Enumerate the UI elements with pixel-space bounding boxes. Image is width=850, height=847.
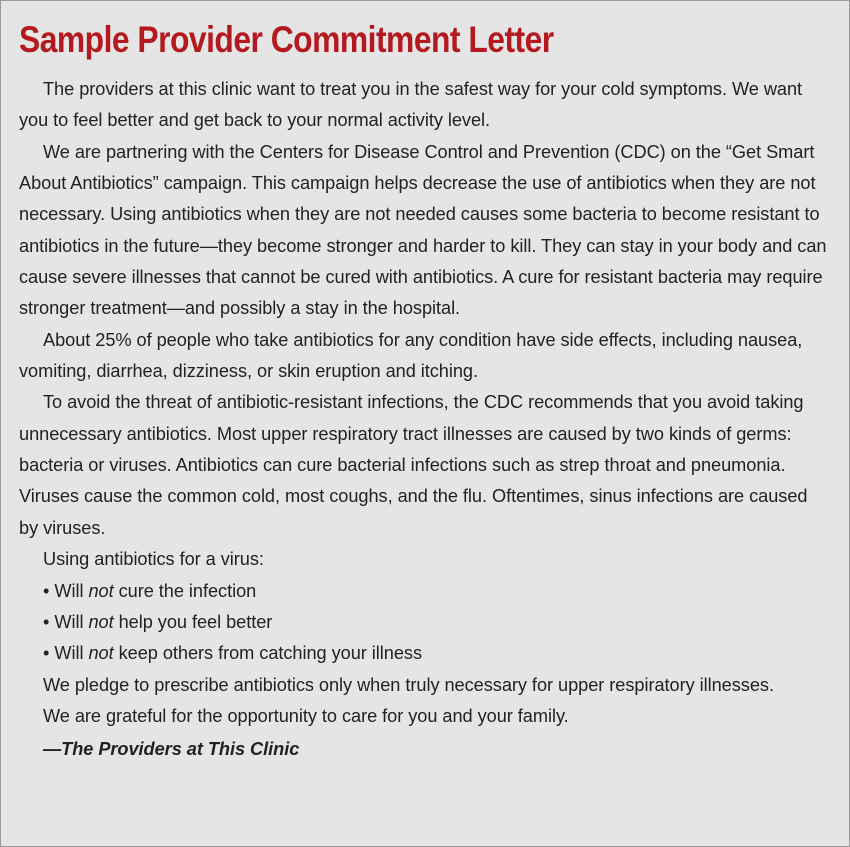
bullet-prefix: Will xyxy=(54,580,84,601)
list-item xyxy=(19,638,831,669)
list-item xyxy=(19,576,831,607)
bullet-emphasis: not xyxy=(88,580,114,601)
bullet-icon: • xyxy=(43,643,50,664)
list-item xyxy=(19,607,831,638)
paragraph-intro: The providers at this clinic want to treat you in the safest way for your cold symptoms. We want you to feel better and get back to your normal activity level. xyxy=(19,79,803,131)
bullet-text: keep others from catching your illness xyxy=(118,643,422,664)
letter-title: Sample Provider Commitment Letter xyxy=(19,19,554,60)
bullet-text: cure the infection xyxy=(118,580,257,601)
list-intro: Using antibiotics for a virus: xyxy=(43,549,264,570)
bullet-emphasis: not xyxy=(88,643,114,664)
bullet-prefix: Will xyxy=(54,643,84,664)
virus-effects-list xyxy=(19,576,831,670)
bullet-icon: • xyxy=(43,580,50,601)
paragraph-side-effects: About 25% of people who take antibiotics for any condition have side effects, including nausea, vomiting, diarrhea, dizziness, or skin eruption and itching. xyxy=(19,329,803,382)
bullet-prefix: Will xyxy=(54,611,84,632)
paragraph-pledge: We pledge to prescribe antibiotics only when truly necessary for upper respiratory illnesses. xyxy=(43,674,774,695)
bullet-icon: • xyxy=(43,611,50,632)
paragraph-gratitude: We are grateful for the opportunity to care for you and your family. xyxy=(43,705,569,726)
bullet-emphasis: not xyxy=(88,611,114,632)
bullet-text: help you feel better xyxy=(118,611,273,632)
paragraph-campaign: We are partnering with the Centers for Disease Control and Prevention (CDC) on the “Get Smart About Antibiotics” campaign. This campaign helps decrease the use of antibiotics when they are not necessary. Using antibiotics when they are not needed causes some bacteria to become resistant to antibiotics in the future—they become stronger and harder to kill. They can stay in your body and can cause severe illnesses that cannot be cured with antibiotics. A cure for resistant bacteria may require stronger treatment—and possibly a stay in the hospital. xyxy=(19,141,827,319)
letter-signature: —The Providers at This Clinic xyxy=(43,739,300,760)
letter-body xyxy=(19,74,831,766)
paragraph-recommendation: To avoid the threat of antibiotic-resistant infections, the CDC recommends that you avoid taking unnecessary antibiotics. Most upper respiratory tract illnesses are caused by two kinds of germs: bacteria or viruses. Antibiotics can cure bacterial infections such as strep throat and pneumonia. Viruses cause the common cold, most coughs, and the flu. Oftentimes, sinus infections are caused by viruses. xyxy=(19,392,808,538)
